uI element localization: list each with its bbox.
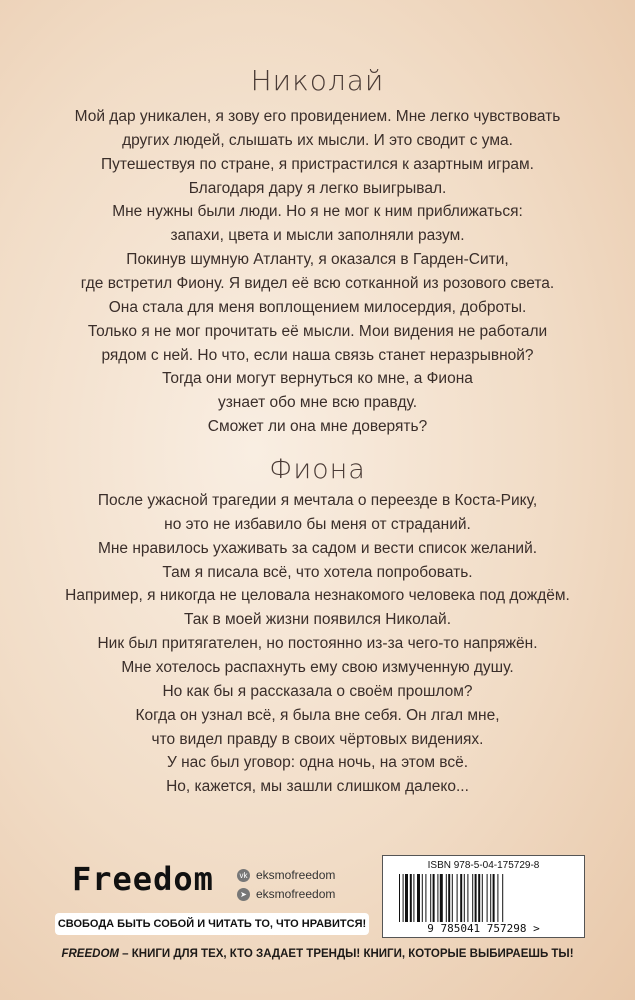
freedom-logo: Freedom <box>72 860 214 898</box>
text-line: Сможет ли она мне доверять? <box>207 418 428 436</box>
text-line: других людей, слышать их мысли. И это сводит с ума. <box>122 131 513 149</box>
text-line: Мой дар уникален, я зову его провидением. Мне легко чувствовать <box>74 108 561 125</box>
text-line: После ужасной трагедии я мечтала о переезде в Коста-Рику, <box>97 492 538 509</box>
text-line: Но как бы я рассказала о своём прошлом? <box>162 682 473 700</box>
text-line: Так в моей жизни появился Николай. <box>183 611 452 629</box>
text-line: Мне нравилось ухаживать за садом и вести список желаний. <box>97 539 538 557</box>
text-line: но это не избавило бы меня от страданий. <box>164 515 471 533</box>
telegram-icon: ➤ <box>237 888 250 901</box>
text-line: Но, кажется, мы зашли слишком далеко... <box>166 778 469 796</box>
publisher-tagline <box>0 948 635 960</box>
text-line: запахи, цвета и мысли заполняли разум. <box>170 227 465 245</box>
vk-handle: eksmofreedom <box>256 868 336 882</box>
text-line: Мне нужны были люди. Но я не мог к ним приближаться: <box>112 203 523 221</box>
text-line: рядом с ней. Но что, если наша связь станет неразрывной? <box>101 346 534 364</box>
text-line: У нас был уговор: одна ночь, на этом всё. <box>166 754 469 772</box>
text-line: Там я писала всё, что хотела попробовать. <box>162 563 473 581</box>
text-line: Благодаря дару я легко выигрывал. <box>188 179 447 197</box>
text-line: Тогда они могут вернуться ко мне, а Фиона <box>162 370 473 388</box>
barcode-bars <box>397 874 571 924</box>
text-line: Покинув шумную Атланту, я оказался в Гарден-Сити, <box>126 251 509 269</box>
nikolai-heading: Николай <box>250 64 385 97</box>
fiona-heading: Фиона <box>269 454 366 485</box>
isbn-barcode <box>382 855 585 938</box>
text-line: что видел правду в своих чёртовых видениях. <box>151 730 484 748</box>
vk-icon: vk <box>237 869 250 882</box>
slogan-banner: СВОБОДА БЫТЬ СОБОЙ И ЧИТАТЬ ТО, ЧТО НРАВИТСЯ! <box>55 913 369 935</box>
text-line: Мне хотелось распахнуть ему свою измученную душу. <box>121 658 514 676</box>
tagline-text: – КНИГИ ДЛЯ ТЕХ, КТО ЗАДАЕТ ТРЕНДЫ! КНИГИ, КОТОРЫЕ ВЫБИРАЕШЬ ТЫ! <box>118 948 574 960</box>
text-line: Она стала для меня воплощением милосердия, доброты. <box>108 298 527 316</box>
ean-digits: 9 785041 757298 > <box>427 922 540 935</box>
text-line: Например, я никогда не целовала незнакомого человека под дождём. <box>65 587 570 605</box>
text-line: где встретил Фиону. Я видел её всю сотканной из розового света. <box>80 274 555 292</box>
text-line: Только я не мог прочитать её мысли. Мои видения не работали <box>87 322 548 340</box>
vk-link[interactable] <box>237 868 335 882</box>
text-line: Ник был притягателен, но постоянно из-за чего-то напряжён. <box>97 635 538 653</box>
text-line: Когда он узнал всё, я была вне себя. Он лгал мне, <box>135 706 500 724</box>
isbn-number: ISBN 978-5-04-175729-8 <box>427 860 540 871</box>
text-line: Путешествуя по стране, я пристрастился к азартным играм. <box>101 155 534 173</box>
telegram-handle: eksmofreedom <box>256 887 336 901</box>
telegram-link[interactable] <box>237 887 335 901</box>
tagline-brand: FREEDOM <box>61 948 119 960</box>
text-line: узнает обо мне всю правду. <box>217 394 418 412</box>
